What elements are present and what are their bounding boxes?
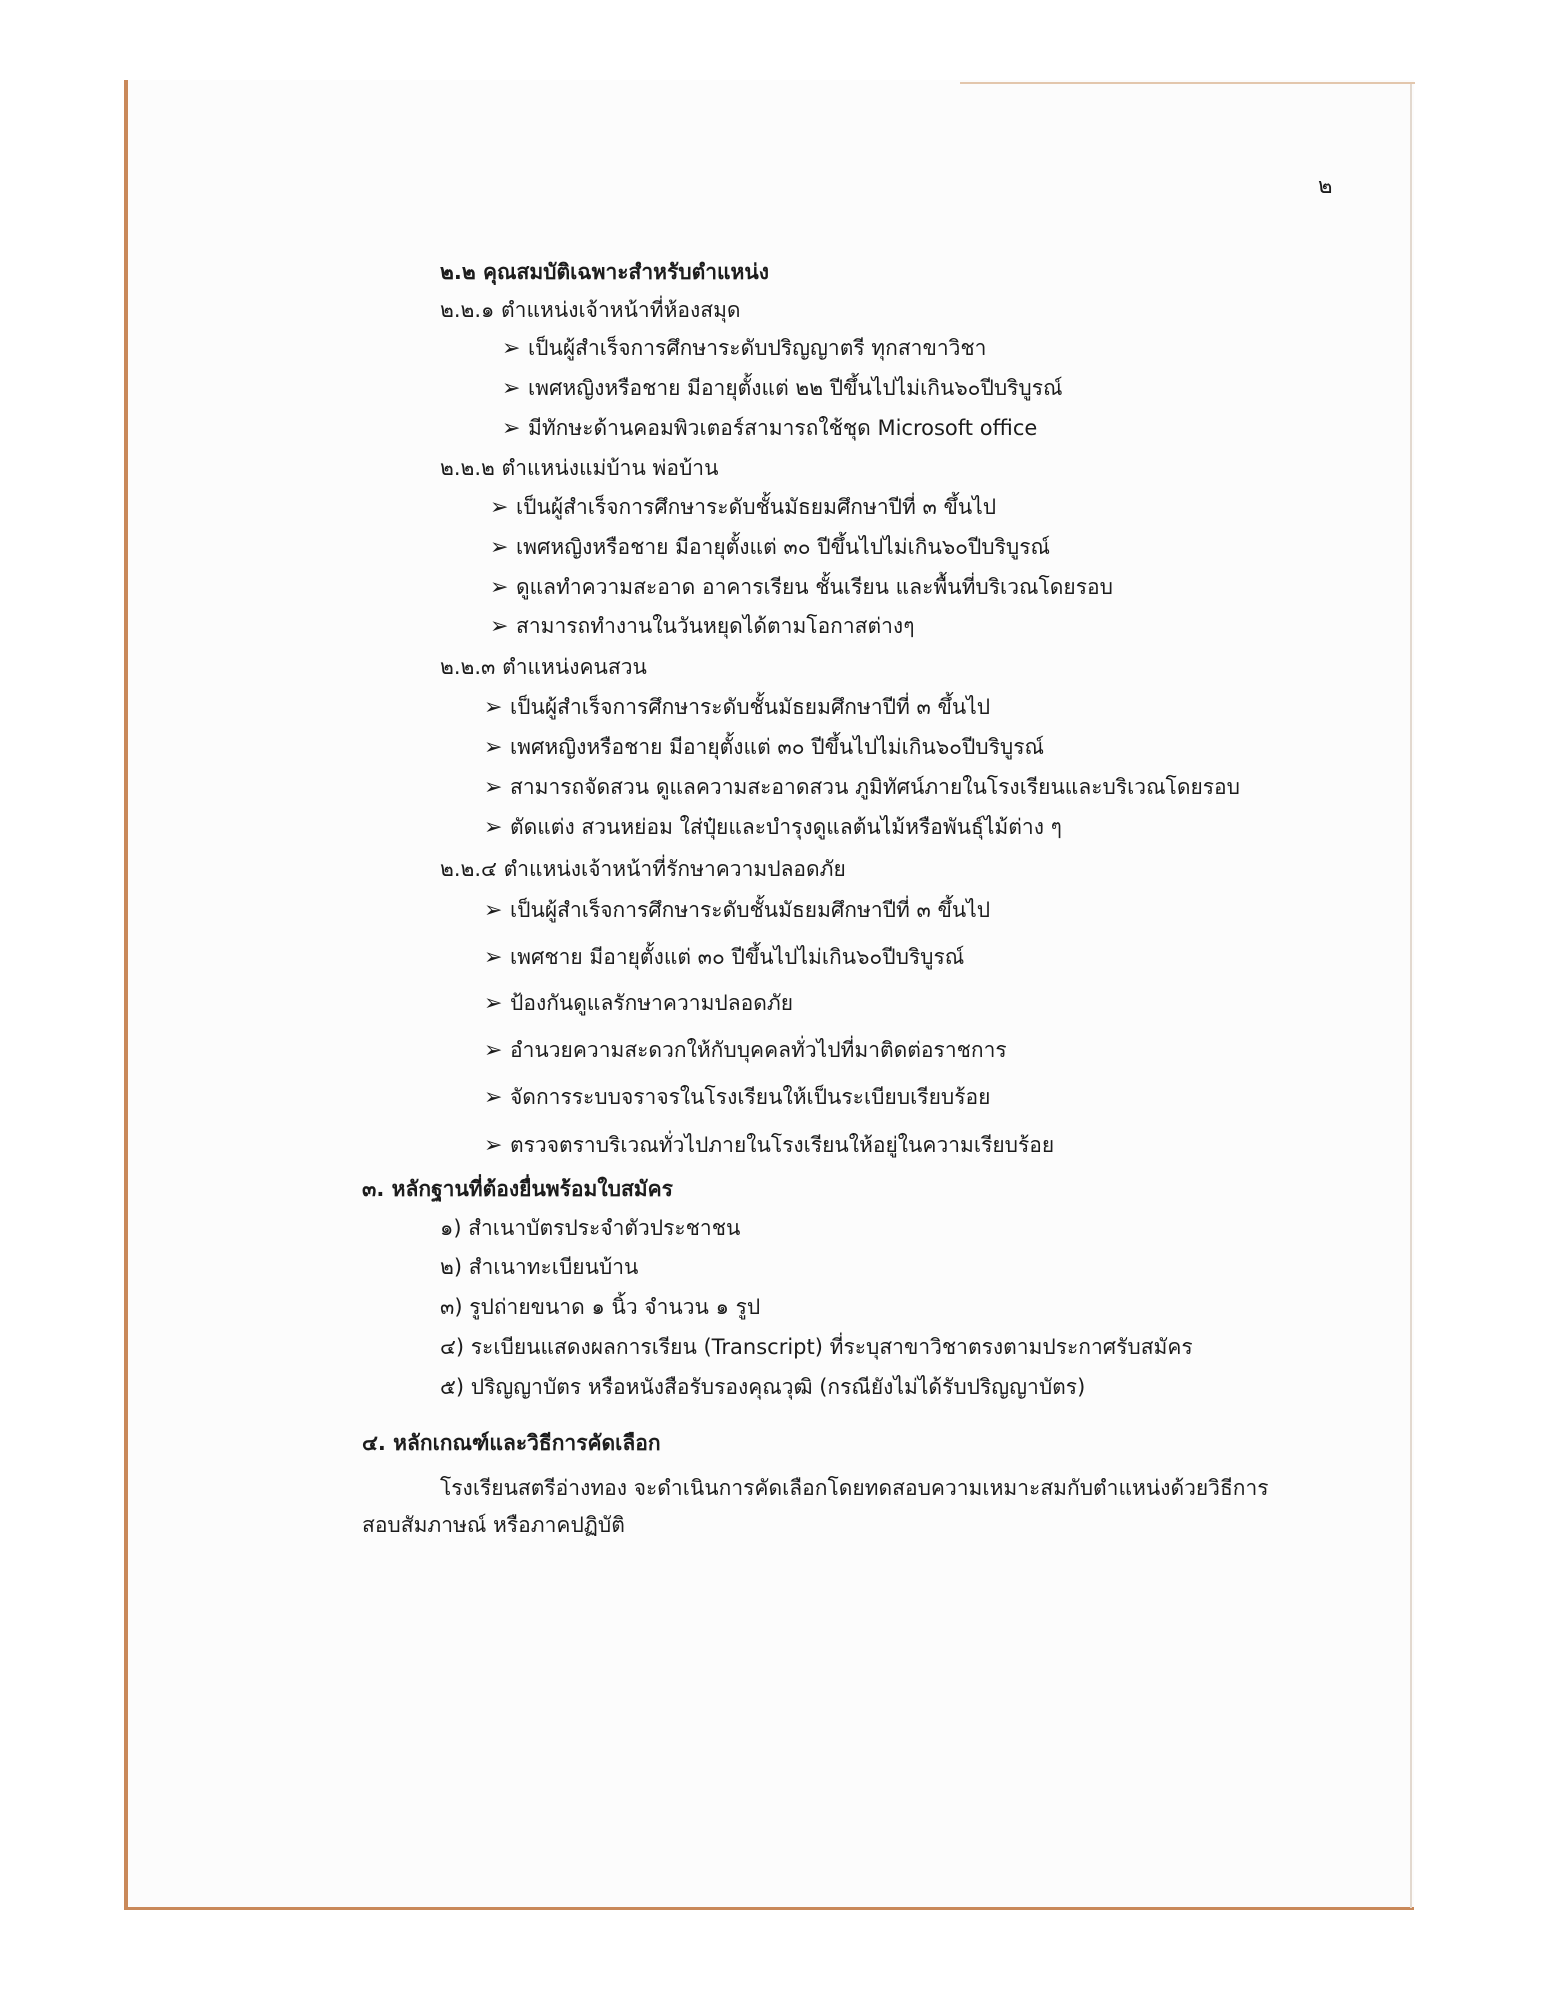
arrowhead-bullet-icon: ➢ (502, 416, 521, 441)
list-item: ➢ เพศหญิงหรือชาย มีอายุตั้งแต่ ๒๒ ปีขึ้นไปไม่เกิน๖๐ปีบริบูรณ์ (502, 373, 1063, 404)
list-item: ➢ จัดการระบบจราจรในโรงเรียนให้เป็นระเบียบเรียบร้อย (484, 1082, 990, 1113)
arrowhead-bullet-icon: ➢ (484, 815, 503, 840)
paragraph-line: โรงเรียนสตรีอ่างทอง จะดำเนินการคัดเลือกโดยทดสอบความเหมาะสมกับตำแหน่งด้วยวิธีการ (440, 1476, 1269, 1500)
arrowhead-bullet-icon: ➢ (484, 945, 503, 970)
list-item: ➢ เพศชาย มีอายุตั้งแต่ ๓๐ ปีขึ้นไปไม่เกิน๖๐ปีบริบูรณ์ (484, 942, 964, 973)
sub-2-2-3-title: ๒.๒.๓ ตำแหน่งคนสวน (440, 655, 647, 679)
sub-2-2-2-title: ๒.๒.๒ ตำแหน่งแม่บ้าน พ่อบ้าน (440, 456, 719, 480)
list-item: ➢ เพศหญิงหรือชาย มีอายุตั้งแต่ ๓๐ ปีขึ้นไปไม่เกิน๖๐ปีบริบูรณ์ (490, 532, 1050, 563)
arrowhead-bullet-icon: ➢ (490, 614, 509, 639)
section-2-2-heading: ๒.๒ คุณสมบัติเฉพาะสำหรับตำแหน่ง (440, 260, 770, 284)
list-item: ๒) สำเนาทะเบียนบ้าน (440, 1255, 639, 1279)
arrowhead-bullet-icon: ➢ (484, 991, 503, 1016)
arrowhead-bullet-icon: ➢ (490, 535, 509, 560)
arrowhead-bullet-icon: ➢ (484, 1133, 503, 1158)
arrowhead-bullet-icon: ➢ (484, 735, 503, 760)
arrowhead-bullet-icon: ➢ (484, 898, 503, 923)
arrowhead-bullet-icon: ➢ (484, 1038, 503, 1063)
list-item: ๔) ระเบียนแสดงผลการเรียน (Transcript) ที่ระบุสาขาวิชาตรงตามประกาศรับสมัคร (440, 1335, 1193, 1359)
section-3-heading: ๓. หลักฐานที่ต้องยื่นพร้อมใบสมัคร (362, 1177, 673, 1201)
list-item: ➢ เป็นผู้สำเร็จการศึกษาระดับชั้นมัธยมศึกษาปีที่ ๓ ขึ้นไป (490, 492, 996, 523)
sub-2-2-1-title: ๒.๒.๑ ตำแหน่งเจ้าหน้าที่ห้องสมุด (440, 298, 741, 322)
list-item: ➢ ป้องกันดูแลรักษาความปลอดภัย (484, 988, 793, 1019)
arrowhead-bullet-icon: ➢ (490, 575, 509, 600)
arrowhead-bullet-icon: ➢ (484, 775, 503, 800)
list-item: ๕) ปริญญาบัตร หรือหนังสือรับรองคุณวุฒิ (กรณียังไม่ได้รับปริญญาบัตร) (440, 1375, 1086, 1399)
list-item: ➢ มีทักษะด้านคอมพิวเตอร์สามารถใช้ชุด Microsoft office (502, 413, 1037, 444)
arrowhead-bullet-icon: ➢ (502, 336, 521, 361)
arrowhead-bullet-icon: ➢ (484, 1085, 503, 1110)
list-item: ๓) รูปถ่ายขนาด ๑ นิ้ว จำนวน ๑ รูป (440, 1295, 761, 1319)
paper-top-edge (960, 82, 1415, 84)
section-4-heading: ๔. หลักเกณฑ์และวิธีการคัดเลือก (362, 1431, 661, 1455)
arrowhead-bullet-icon: ➢ (490, 495, 509, 520)
list-item: ➢ สามารถจัดสวน ดูแลความสะอาดสวน ภูมิทัศน์ภายในโรงเรียนและบริเวณโดยรอบ (484, 772, 1240, 803)
list-item: ➢ เป็นผู้สำเร็จการศึกษาระดับชั้นมัธยมศึกษาปีที่ ๓ ขึ้นไป (484, 692, 990, 723)
list-item: ➢ อำนวยความสะดวกให้กับบุคคลทั่วไปที่มาติดต่อราชการ (484, 1035, 1007, 1066)
paragraph-line: สอบสัมภาษณ์ หรือภาคปฏิบัติ (362, 1513, 625, 1537)
arrowhead-bullet-icon: ➢ (484, 695, 503, 720)
list-item: ➢ เพศหญิงหรือชาย มีอายุตั้งแต่ ๓๐ ปีขึ้นไปไม่เกิน๖๐ปีบริบูรณ์ (484, 732, 1044, 763)
arrowhead-bullet-icon: ➢ (502, 376, 521, 401)
list-item: ➢ เป็นผู้สำเร็จการศึกษาระดับปริญญาตรี ทุกสาขาวิชา (502, 333, 986, 364)
list-item: ➢ ตรวจตราบริเวณทั่วไปภายในโรงเรียนให้อยู่ในความเรียบร้อย (484, 1130, 1054, 1161)
list-item: ➢ เป็นผู้สำเร็จการศึกษาระดับชั้นมัธยมศึกษาปีที่ ๓ ขึ้นไป (484, 895, 990, 926)
list-item: ➢ ตัดแต่ง สวนหย่อม ใส่ปุ๋ยและบำรุงดูแลต้นไม้หรือพันธุ์ไม้ต่าง ๆ (484, 812, 1062, 843)
list-item: ➢ สามารถทำงานในวันหยุดได้ตามโอกาสต่างๆ (490, 611, 914, 642)
sub-2-2-4-title: ๒.๒.๔ ตำแหน่งเจ้าหน้าที่รักษาความปลอดภัย (440, 857, 846, 881)
list-item: ๑) สำเนาบัตรประจำตัวประชาชน (440, 1216, 741, 1240)
list-item: ➢ ดูแลทำความสะอาด อาคารเรียน ชั้นเรียน และพื้นที่บริเวณโดยรอบ (490, 572, 1113, 603)
paper-right-edge (1410, 84, 1412, 1908)
page-number: ๒ (1318, 174, 1333, 199)
